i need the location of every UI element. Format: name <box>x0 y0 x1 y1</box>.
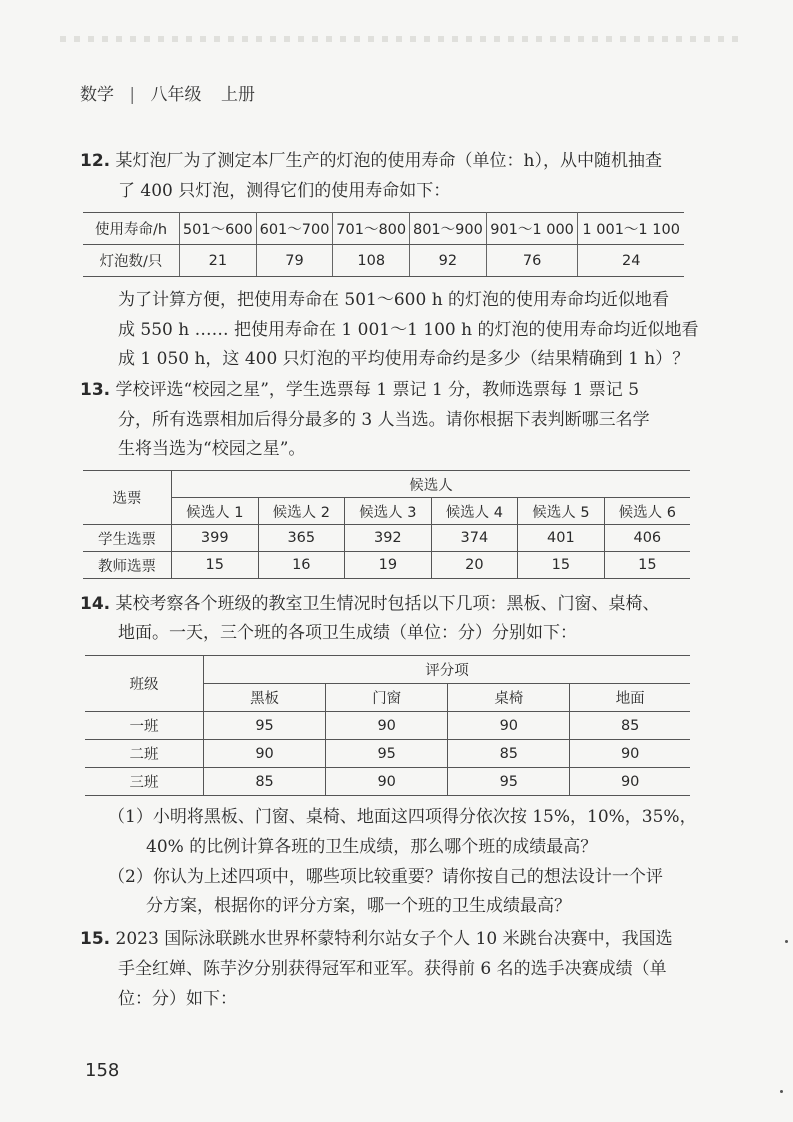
q15-line1: 15. 2023 国际泳联跳水世界杯蒙特利尔站女子个人 10 米跳台决赛中，我国选 <box>80 929 673 949</box>
table-cell: 406 <box>604 525 690 552</box>
q13-text1: 学校评选“校园之星”，学生选票每 1 票记 1 分，教师选票每 1 票记 5 <box>115 380 640 400</box>
table-cell: 85 <box>570 712 690 740</box>
q12-table <box>83 212 684 277</box>
table-group-header: 评分项 <box>204 656 691 684</box>
table-row <box>83 471 690 498</box>
table-row <box>83 245 684 277</box>
column-header: 候选人 2 <box>258 498 345 525</box>
scan-speck <box>785 940 788 943</box>
table-cell: 76 <box>486 245 578 277</box>
row-header: 二班 <box>85 740 204 768</box>
column-header: 桌椅 <box>448 684 570 712</box>
table-row <box>83 525 690 552</box>
q13-line3: 生将当选为“校园之星”。 <box>118 439 306 459</box>
table-cell: 501～600 <box>180 213 257 245</box>
q12-after2: 成 550 h …… 把使用寿命在 1 001～1 100 h 的灯泡的使用寿命均近似地看 <box>118 320 699 340</box>
q14-text1: 某校考察各个班级的教室卫生情况时包括以下几项：黑板、门窗、桌椅、 <box>115 594 660 614</box>
column-header: 门窗 <box>326 684 448 712</box>
table-cell: 1 001～1 100 <box>578 213 684 245</box>
header-subject: 数学 <box>80 85 114 105</box>
column-header: 候选人 1 <box>172 498 259 525</box>
q14-number: 14 <box>80 594 104 614</box>
table-row <box>85 712 690 740</box>
table-cell: 92 <box>410 245 487 277</box>
header-volume: 上册 <box>220 85 255 105</box>
q13-line1: 13. 学校评选“校园之星”，学生选票每 1 票记 1 分，教师选票每 1 票记 5 <box>80 380 640 400</box>
column-header: 候选人 5 <box>518 498 605 525</box>
column-header: 地面 <box>570 684 690 712</box>
table-cell: 90 <box>448 712 570 740</box>
row-header: 教师选票 <box>83 552 172 579</box>
q13-line2: 分，所有选票相加后得分最多的 3 人当选。请你根据下表判断哪三名学 <box>118 410 650 430</box>
table-cell: 901～1 000 <box>486 213 578 245</box>
q13-number: 13 <box>80 380 104 400</box>
q14-line1: 14. 某校考察各个班级的教室卫生情况时包括以下几项：黑板、门窗、桌椅、 <box>80 594 660 614</box>
table-cell: 95 <box>448 768 570 796</box>
table-cell: 95 <box>326 740 448 768</box>
table-cell: 374 <box>431 525 518 552</box>
q14-sub2-line2: 分方案，根据你的评分方案，哪一个班的卫生成绩最高？ <box>146 896 571 916</box>
q15-number: 15 <box>80 929 104 949</box>
q14-sub2-line1: （2）你认为上述四项中，哪些项比较重要？请你按自己的想法设计一个评 <box>108 867 663 887</box>
q14-sub1-line1: （1）小明将黑板、门窗、桌椅、地面这四项得分依次按 15%，10%，35%， <box>108 807 697 827</box>
column-header: 候选人 3 <box>345 498 432 525</box>
row-header: 使用寿命/h <box>83 213 180 245</box>
table-cell: 85 <box>204 768 326 796</box>
table-cell: 79 <box>256 245 333 277</box>
row-header: 学生选票 <box>83 525 172 552</box>
q13-table <box>83 470 690 579</box>
table-row <box>83 213 684 245</box>
scan-artifact <box>60 36 740 42</box>
q12-text1: 某灯泡厂为了测定本厂生产的灯泡的使用寿命（单位：h），从中随机抽查 <box>115 151 662 171</box>
q12-line2: 了 400 只灯泡，测得它们的使用寿命如下： <box>118 181 451 201</box>
table-cell: 90 <box>326 712 448 740</box>
table-cell: 15 <box>518 552 605 579</box>
table-corner: 选票 <box>83 471 172 525</box>
table-cell: 801～900 <box>410 213 487 245</box>
table-row <box>83 552 690 579</box>
q14-sub1-line2: 40% 的比例计算各班的卫生成绩，那么哪个班的成绩最高？ <box>146 837 598 857</box>
table-cell: 90 <box>570 740 690 768</box>
table-group-header: 候选人 <box>172 471 691 498</box>
q15-line2: 手全红婵、陈芋汐分别获得冠军和亚军。获得前 6 名的选手决赛成绩（单 <box>118 959 667 979</box>
table-cell: 399 <box>172 525 259 552</box>
q15-line3: 位：分）如下： <box>118 989 237 1009</box>
table-cell: 90 <box>326 768 448 796</box>
q14-table <box>85 655 690 796</box>
header-separator: | <box>129 85 136 105</box>
header-grade: 八年级 <box>150 85 202 105</box>
column-header: 候选人 4 <box>431 498 518 525</box>
table-cell: 601～700 <box>256 213 333 245</box>
q12-after3: 成 1 050 h，这 400 只灯泡的平均使用寿命约是多少（结果精确到 1 h）？ <box>118 349 690 369</box>
table-cell: 401 <box>518 525 605 552</box>
table-cell: 16 <box>258 552 345 579</box>
scan-speck <box>780 1090 783 1093</box>
table-row <box>85 656 690 684</box>
row-header: 灯泡数/只 <box>83 245 180 277</box>
row-header: 三班 <box>85 768 204 796</box>
table-cell: 701～800 <box>333 213 410 245</box>
table-cell: 19 <box>345 552 432 579</box>
table-row <box>83 498 690 525</box>
table-cell: 365 <box>258 525 345 552</box>
table-cell: 90 <box>204 740 326 768</box>
q12-line1: 12. 某灯泡厂为了测定本厂生产的灯泡的使用寿命（单位：h），从中随机抽查 <box>80 151 662 171</box>
column-header: 黑板 <box>204 684 326 712</box>
table-cell: 108 <box>333 245 410 277</box>
table-cell: 392 <box>345 525 432 552</box>
q12-after1: 为了计算方便，把使用寿命在 501～600 h 的灯泡的使用寿命均近似地看 <box>118 290 670 310</box>
table-cell: 90 <box>570 768 690 796</box>
q14-line2: 地面。一天，三个班的各项卫生成绩（单位：分）分别如下： <box>118 623 577 643</box>
table-cell: 85 <box>448 740 570 768</box>
table-row <box>85 740 690 768</box>
q12-number: 12 <box>80 151 104 171</box>
table-row <box>85 768 690 796</box>
table-cell: 15 <box>604 552 690 579</box>
table-cell: 24 <box>578 245 684 277</box>
row-header: 一班 <box>85 712 204 740</box>
table-corner: 班级 <box>85 656 204 712</box>
running-header <box>80 80 255 105</box>
q15-text1: 2023 国际泳联跳水世界杯蒙特利尔站女子个人 10 米跳台决赛中，我国选 <box>115 929 673 949</box>
page-number: 158 <box>85 1060 120 1081</box>
table-cell: 21 <box>180 245 257 277</box>
column-header: 候选人 6 <box>604 498 690 525</box>
table-cell: 20 <box>431 552 518 579</box>
table-cell: 95 <box>204 712 326 740</box>
table-cell: 15 <box>172 552 259 579</box>
